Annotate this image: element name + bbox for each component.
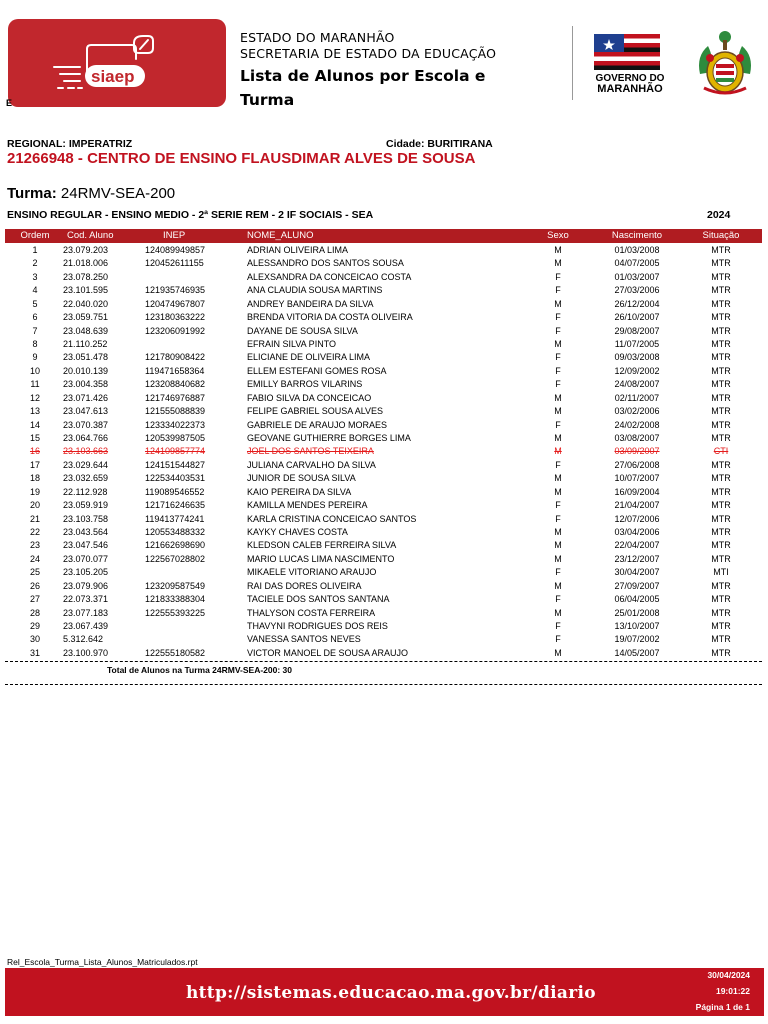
row-ordem: 23 — [29, 540, 40, 551]
row-inep: 119413774241 — [145, 513, 205, 524]
report-title: Lista de Alunos por Escola e Turma — [240, 67, 486, 109]
row-nome-aluno: KLEDSON CALEB FERREIRA SILVA — [247, 540, 397, 551]
table-row — [5, 633, 762, 646]
row-situacao: MTR — [711, 298, 731, 309]
table-row — [5, 486, 762, 499]
row-nome-aluno: ELLEM ESTEFANI GOMES ROSA — [247, 365, 387, 376]
row-nome-aluno: JOEL DOS SANTOS TEIXEIRA — [247, 446, 374, 457]
row-sexo: F — [555, 312, 561, 323]
row-cod-aluno: 23.059.751 — [63, 312, 109, 323]
row-sexo: F — [555, 500, 561, 511]
col-cod-aluno: Cod. Aluno — [67, 230, 114, 241]
row-nascimento: 24/02/2008 — [614, 419, 660, 430]
row-ordem: 9 — [32, 352, 38, 363]
row-nome-aluno: ALESSANDRO DOS SANTOS SOUSA — [247, 258, 404, 269]
row-nome-aluno: BRENDA VITORIA DA COSTA OLIVEIRA — [247, 312, 413, 323]
row-nome-aluno: VANESSA SANTOS NEVES — [247, 634, 361, 645]
row-sexo: F — [555, 567, 561, 578]
row-situacao: MTR — [711, 594, 731, 605]
row-sexo: M — [554, 406, 562, 417]
row-situacao: MTR — [711, 647, 731, 658]
row-ordem: 26 — [29, 580, 40, 591]
row-nascimento: 03/08/2007 — [614, 433, 660, 444]
row-nascimento: 10/07/2007 — [614, 473, 660, 484]
row-cod-aluno: 23.047.546 — [63, 540, 109, 551]
row-inep: 123208840682 — [145, 379, 206, 390]
row-nome-aluno: JULIANA CARVALHO DA SILVA — [247, 459, 376, 470]
row-cod-aluno: 20.010.139 — [63, 365, 109, 376]
row-ordem: 15 — [29, 433, 40, 444]
row-ordem: 10 — [29, 365, 40, 376]
row-sexo: M — [554, 553, 562, 564]
row-nome-aluno: FABIO SILVA DA CONCEICAO — [247, 392, 372, 403]
row-ordem: 22 — [29, 527, 40, 538]
row-cod-aluno: 23.059.919 — [63, 500, 109, 511]
corner-mark: E — [6, 98, 13, 108]
row-situacao: MTR — [711, 245, 731, 255]
report-filename: Rel_Escola_Turma_Lista_Alunos_Matriculados.rpt — [7, 957, 198, 967]
ensino-description: ENSINO REGULAR - ENSINO MEDIO - 2ª SERIE REM - 2 IF SOCIAIS - SEA — [7, 209, 374, 221]
row-cod-aluno: 22.040.020 — [63, 298, 109, 309]
footer-date: 30/04/2024 — [707, 970, 750, 980]
table-header — [5, 229, 762, 243]
row-cod-aluno: 21.018.006 — [63, 258, 109, 269]
col-inep: INEP — [163, 230, 186, 241]
maranhao-flag-icon — [594, 34, 660, 75]
row-nome-aluno: VICTOR MANOEL DE SOUSA ARAUJO — [247, 647, 409, 658]
row-nome-aluno: JUNIOR DE SOUSA SILVA — [247, 473, 356, 484]
row-nome-aluno: KAIO PEREIRA DA SILVA — [247, 486, 352, 497]
row-cod-aluno: 23.070.077 — [63, 553, 109, 564]
row-nome-aluno: EMILLY BARROS VILARINS — [247, 379, 363, 390]
row-sexo: M — [554, 527, 562, 538]
row-ordem: 7 — [32, 325, 38, 336]
row-inep: 122555180582 — [145, 647, 206, 658]
row-nome-aluno: RAI DAS DORES OLIVEIRA — [247, 580, 362, 591]
table-divider-top — [5, 661, 762, 662]
row-situacao: MTR — [711, 607, 731, 618]
row-nome-aluno: KARLA CRISTINA CONCEICAO SANTOS — [247, 513, 417, 524]
table-row — [5, 325, 762, 338]
row-inep: 122534403531 — [145, 473, 206, 484]
row-situacao: MTR — [711, 433, 731, 444]
row-ordem: 21 — [29, 513, 40, 524]
siaep-logo — [8, 19, 226, 107]
row-ordem: 2 — [32, 258, 38, 269]
row-cod-aluno: 23.105.205 — [63, 567, 109, 578]
footer-page-number: Página 1 de 1 — [695, 1002, 750, 1012]
row-nascimento: 11/07/2005 — [614, 339, 660, 349]
row-nascimento: 27/09/2007 — [614, 580, 660, 591]
table-row — [5, 513, 762, 526]
row-situacao: MTR — [711, 580, 731, 591]
row-situacao: MTR — [711, 271, 731, 282]
row-inep: 124109857774 — [145, 446, 206, 457]
row-inep: 124151544827 — [145, 459, 206, 470]
table-row — [5, 566, 762, 579]
row-sexo: F — [555, 285, 561, 296]
row-nascimento: 04/07/2005 — [614, 258, 660, 269]
row-nascimento: 16/09/2004 — [614, 486, 660, 497]
row-situacao: MTR — [711, 379, 731, 390]
row-sexo: F — [555, 365, 561, 376]
col-sexo: Sexo — [547, 230, 569, 241]
header-divider — [572, 26, 573, 100]
row-sexo: M — [554, 392, 562, 403]
row-nome-aluno: MARIO LUCAS LIMA NASCIMENTO — [247, 553, 395, 564]
row-cod-aluno: 23.078.250 — [63, 271, 109, 282]
row-sexo: F — [555, 379, 561, 390]
table-row — [5, 607, 762, 620]
ano-letivo: 2024 — [707, 209, 731, 221]
row-inep: 123206091992 — [145, 325, 206, 336]
row-nome-aluno: ANA CLAUDIA SOUSA MARTINS — [247, 285, 383, 296]
row-nascimento: 22/04/2007 — [614, 540, 660, 551]
row-ordem: 17 — [29, 459, 40, 470]
turma-line — [7, 185, 175, 202]
row-nome-aluno: MIKAELE VITORIANO ARAUJO — [247, 567, 377, 578]
row-sexo: M — [554, 607, 562, 618]
row-inep: 124089949857 — [145, 245, 206, 255]
row-cod-aluno: 23.032.659 — [63, 473, 109, 484]
row-situacao: MTR — [711, 486, 731, 497]
table-row — [5, 432, 762, 445]
row-sexo: F — [555, 634, 561, 645]
table-row — [5, 526, 762, 539]
row-nascimento: 01/03/2008 — [614, 245, 660, 255]
row-sexo: F — [555, 352, 561, 363]
row-nascimento: 29/08/2007 — [614, 325, 660, 336]
row-situacao: MTR — [711, 339, 731, 349]
row-cod-aluno: 23.079.906 — [63, 580, 109, 591]
row-nome-aluno: EFRAIN SILVA PINTO — [247, 339, 337, 349]
row-ordem: 12 — [29, 392, 40, 403]
row-ordem: 3 — [32, 271, 38, 282]
table-row — [5, 539, 762, 552]
row-sexo: F — [555, 271, 561, 282]
row-situacao: MTR — [711, 500, 731, 511]
table-row — [5, 459, 762, 472]
row-ordem: 18 — [29, 473, 40, 484]
row-nascimento: 23/12/2007 — [614, 553, 660, 564]
row-cod-aluno: 23.103.758 — [63, 513, 109, 524]
row-nome-aluno: ADRIAN OLIVEIRA LIMA — [247, 245, 349, 255]
row-situacao: MTR — [711, 285, 731, 296]
col-situacao: Situação — [702, 230, 740, 241]
row-situacao: MTI — [713, 567, 729, 578]
row-situacao: MTR — [711, 325, 731, 336]
row-nascimento: 03/04/2006 — [614, 527, 660, 538]
row-cod-aluno: 23.051.478 — [63, 352, 109, 363]
row-cod-aluno: 23.048.639 — [63, 325, 109, 336]
row-nascimento: 06/04/2005 — [614, 594, 660, 605]
row-cod-aluno: 23.029.644 — [63, 459, 109, 470]
row-cod-aluno: 23.064.766 — [63, 433, 109, 444]
row-situacao: MTR — [711, 459, 731, 470]
table-row — [5, 445, 762, 458]
row-inep: 121716246635 — [145, 500, 206, 511]
row-nome-aluno: KAYKY CHAVES COSTA — [247, 527, 348, 538]
row-nascimento: 14/05/2007 — [614, 647, 660, 658]
row-inep: 121555088839 — [145, 406, 206, 417]
col-nome-aluno: NOME_ALUNO — [247, 230, 314, 241]
row-nascimento: 09/03/2008 — [614, 352, 660, 363]
row-nascimento: 03/02/2006 — [614, 406, 660, 417]
table-divider-bottom — [5, 684, 762, 685]
row-ordem: 14 — [29, 419, 40, 430]
row-sexo: M — [554, 647, 562, 658]
row-ordem: 5 — [32, 298, 38, 309]
row-ordem: 25 — [29, 567, 40, 578]
row-situacao: MTR — [711, 392, 731, 403]
row-situacao: MTR — [711, 540, 731, 551]
row-cod-aluno: 23.101.595 — [63, 285, 109, 296]
governo-label-line1: GOVERNO DO — [595, 73, 665, 84]
row-ordem: 11 — [30, 379, 40, 390]
table-row — [5, 257, 762, 270]
row-situacao: MTR — [711, 365, 731, 376]
row-cod-aluno: 23.077.183 — [63, 607, 109, 618]
row-situacao: MTR — [711, 513, 731, 524]
row-cod-aluno: 22.073.371 — [63, 594, 109, 605]
row-sexo: M — [554, 486, 562, 497]
row-cod-aluno: 23.070.387 — [63, 419, 109, 430]
row-cod-aluno: 23.004.358 — [63, 379, 109, 390]
row-sexo: M — [554, 433, 562, 444]
row-situacao: MTR — [711, 258, 731, 269]
row-sexo: M — [554, 580, 562, 591]
row-ordem: 1 — [32, 245, 38, 255]
row-nome-aluno: FELIPE GABRIEL SOUSA ALVES — [247, 406, 384, 417]
table-row — [5, 311, 762, 324]
row-sexo: F — [555, 459, 561, 470]
state-name: ESTADO DO MARANHÃO — [240, 30, 395, 45]
row-situacao: MTR — [711, 473, 731, 484]
turma-value: 24RMV-SEA-200 — [60, 185, 176, 202]
table-row — [5, 244, 762, 257]
row-nome-aluno: GEOVANE GUTHIERRE BORGES LIMA — [247, 433, 411, 444]
coat-of-arms-icon — [690, 28, 760, 103]
governo-label-line2: MARANHÃO — [597, 83, 663, 95]
row-situacao: MTR — [711, 634, 731, 645]
row-situacao: MTR — [711, 553, 731, 564]
table-row — [5, 338, 762, 351]
row-sexo: M — [554, 540, 562, 551]
table-row — [5, 405, 762, 418]
table-row — [5, 620, 762, 633]
row-cod-aluno: 23.100.970 — [63, 647, 109, 658]
table-row — [5, 499, 762, 512]
row-situacao: MTR — [711, 527, 731, 538]
table-row — [5, 419, 762, 432]
row-cod-aluno: 23.071.426 — [63, 392, 109, 403]
table-row — [5, 298, 762, 311]
row-inep: 119471658364 — [145, 365, 205, 376]
row-sexo: M — [554, 339, 562, 349]
row-nome-aluno: ALEXSANDRA DA CONCEICAO COSTA — [247, 271, 412, 282]
row-nome-aluno: ELICIANE DE OLIVEIRA LIMA — [247, 352, 371, 363]
cidade-label: Cidade: BURITIRANA — [386, 138, 493, 150]
row-sexo: M — [554, 298, 562, 309]
total-alunos: Total de Alunos na Turma 24RMV-SEA-200: 30 — [107, 665, 292, 675]
row-ordem: 28 — [29, 607, 40, 618]
row-nascimento: 24/08/2007 — [614, 379, 660, 390]
row-cod-aluno: 23.103.663 — [63, 446, 109, 457]
row-ordem: 27 — [29, 594, 40, 605]
footer-url-link[interactable]: http://sistemas.educacao.ma.gov.br/diario — [186, 983, 596, 1003]
row-cod-aluno: 23.047.613 — [63, 406, 109, 417]
row-inep: 123334022373 — [145, 419, 206, 430]
row-nascimento: 02/11/2007 — [614, 392, 660, 403]
row-inep: 122567028802 — [145, 553, 206, 564]
row-cod-aluno: 22.112.928 — [63, 486, 108, 497]
row-sexo: F — [555, 419, 561, 430]
row-ordem: 16 — [29, 446, 40, 457]
row-ordem: 31 — [29, 647, 40, 658]
row-nascimento: 27/06/2008 — [614, 459, 660, 470]
row-nome-aluno: DAYANE DE SOUSA SILVA — [247, 325, 358, 336]
row-ordem: 6 — [32, 312, 38, 323]
row-inep: 121780908422 — [145, 352, 206, 363]
row-ordem: 24 — [29, 553, 40, 564]
table-row — [5, 351, 762, 364]
table-row — [5, 580, 762, 593]
table-row — [5, 284, 762, 297]
row-nascimento: 21/04/2007 — [614, 500, 660, 511]
row-inep: 123180363222 — [145, 312, 206, 323]
row-nascimento: 03/09/2007 — [614, 446, 660, 457]
row-ordem: 30 — [29, 634, 40, 645]
row-inep: 121935746935 — [145, 285, 206, 296]
table-row — [5, 593, 762, 606]
siaep-logo-text: siaep — [91, 67, 135, 86]
row-nome-aluno: KAMILLA MENDES PEREIRA — [247, 500, 368, 511]
row-nascimento: 01/03/2007 — [614, 271, 660, 282]
row-nascimento: 13/10/2007 — [614, 621, 660, 632]
row-nome-aluno: GABRIELE DE ARAUJO MORAES — [247, 419, 388, 430]
row-nascimento: 19/07/2002 — [614, 634, 660, 645]
school-name: 21266948 - CENTRO DE ENSINO FLAUSDIMAR ALVES DE SOUSA — [7, 150, 476, 167]
row-inep: 121746976887 — [145, 392, 206, 403]
row-ordem: 19 — [29, 486, 40, 497]
row-cod-aluno: 21.110.252 — [63, 339, 108, 349]
row-situacao: MTR — [711, 419, 731, 430]
secretaria-name: SECRETARIA DE ESTADO DA EDUCAÇÃO — [240, 46, 497, 61]
table-row — [5, 472, 762, 485]
row-nascimento: 30/04/2007 — [614, 567, 660, 578]
row-cod-aluno: 5.312.642 — [63, 634, 104, 645]
row-ordem: 8 — [32, 339, 38, 349]
row-nascimento: 25/01/2008 — [614, 607, 660, 618]
row-sexo: F — [555, 513, 561, 524]
turma-label: Turma: — [7, 185, 57, 202]
siaep-logo-graphic — [8, 19, 226, 107]
row-cod-aluno: 23.079.203 — [63, 245, 109, 255]
row-ordem: 13 — [29, 406, 40, 417]
row-sexo: M — [554, 446, 562, 457]
col-ordem: Ordem — [20, 230, 50, 241]
row-sexo: F — [555, 325, 561, 336]
row-inep: 121833388304 — [145, 594, 206, 605]
row-sexo: F — [555, 594, 561, 605]
row-inep: 122555393225 — [145, 607, 206, 618]
row-inep: 120474967807 — [145, 298, 206, 309]
row-sexo: M — [554, 473, 562, 484]
row-nascimento: 27/03/2006 — [614, 285, 660, 296]
table-row — [5, 553, 762, 566]
table-row — [5, 647, 762, 660]
row-situacao: MTR — [711, 312, 731, 323]
row-ordem: 4 — [32, 285, 38, 296]
row-ordem: 29 — [29, 621, 40, 632]
col-nascimento: Nascimento — [611, 230, 663, 241]
table-row — [5, 365, 762, 378]
row-situacao: MTR — [711, 352, 731, 363]
row-ordem: 20 — [29, 500, 40, 511]
row-nascimento: 12/07/2006 — [614, 513, 660, 524]
row-situacao: MTR — [711, 621, 731, 632]
row-inep: 120539987505 — [145, 433, 206, 444]
row-inep: 119089546552 — [145, 486, 205, 497]
row-situacao: MTR — [711, 406, 731, 417]
row-inep: 123209587549 — [145, 580, 206, 591]
regional-label: REGIONAL: IMPERATRIZ — [7, 138, 133, 150]
table-row — [5, 271, 762, 284]
row-nascimento: 12/09/2002 — [614, 365, 660, 376]
table-row — [5, 378, 762, 391]
row-nascimento: 26/10/2007 — [614, 312, 660, 323]
row-inep: 120553488332 — [145, 527, 206, 538]
governo-label — [593, 74, 667, 94]
row-nome-aluno: THALYSON COSTA FERREIRA — [247, 607, 376, 618]
row-sexo: M — [554, 258, 562, 269]
row-sexo: M — [554, 245, 562, 255]
row-cod-aluno: 23.043.564 — [63, 527, 109, 538]
row-nome-aluno: THAVYNI RODRIGUES DOS REIS — [247, 621, 388, 632]
table-row — [5, 392, 762, 405]
row-nascimento: 26/12/2004 — [614, 298, 660, 309]
footer-time: 19:01:22 — [715, 986, 750, 996]
row-inep: 120452611155 — [145, 258, 204, 269]
row-nome-aluno: ANDREY BANDEIRA DA SILVA — [247, 298, 374, 309]
row-nome-aluno: TACIELE DOS SANTOS SANTANA — [247, 594, 390, 605]
row-situacao: CTI — [713, 446, 729, 457]
row-sexo: F — [555, 621, 561, 632]
row-cod-aluno: 23.067.439 — [63, 621, 109, 632]
row-inep: 121662698690 — [145, 540, 206, 551]
